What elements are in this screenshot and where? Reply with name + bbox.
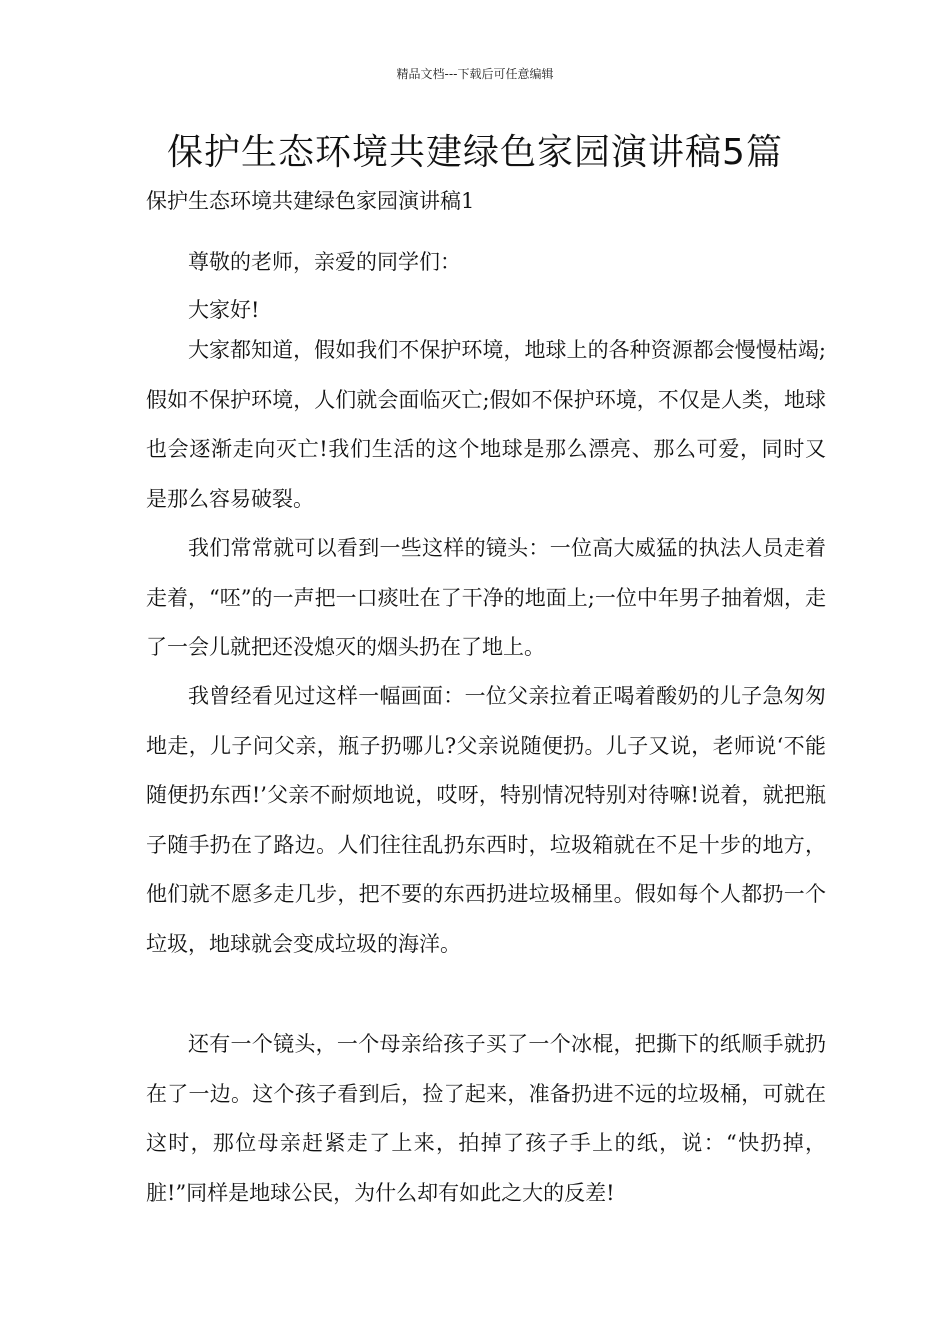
header-note: 精品文档---下载后可任意编辑 — [396, 67, 554, 81]
paragraph-text: 我们常常就可以看到一些这样的镜头：一位高大威猛的执法人员走着走着，“呸”的一声把一口痰吐在了干净的地面上;一位中年男子抽着烟，走了一会儿就把还没熄灭的烟头扔在了地上。 — [146, 536, 826, 659]
paragraph-mother-child — [146, 1020, 826, 1218]
paragraph-father-son — [146, 672, 826, 969]
section-title: 保护生态环境共建绿色家园演讲稿1 — [146, 189, 475, 213]
paragraph-text: 还有一个镜头，一个母亲给孩子买了一个冰棍，把撕下的纸顺手就扔在了一边。这个孩子看到后，捡了起来，准备扔进不远的垃圾桶，可就在这时，那位母亲赶紧走了上来，拍掉了孩子手上的纸，说：“快扔掉，脏!”同样是地球公民，为什么却有如此之大的反差! — [146, 1032, 826, 1205]
paragraph-text: 我曾经看见过这样一幅画面：一位父亲拉着正喝着酸奶的儿子急匆匆地走，儿子问父亲，瓶子扔哪儿?父亲说随便扔。儿子又说，老师说‘不能随便扔东西!’父亲不耐烦地说，哎呀，特别情况特别对待嘛!说着，就把瓶子随手扔在了路边。人们往往乱扔东西时，垃圾箱就在不足十步的地方，他们就不愿多走几步，把不要的东西扔进垃圾桶里。假如每个人都扔一个垃圾，地球就会变成垃圾的海洋。 — [146, 684, 826, 956]
paragraph-text: 大家好! — [188, 298, 260, 322]
paragraph-scene-spitting — [146, 524, 826, 673]
paragraph-text: 大家都知道，假如我们不保护环境，地球上的各种资源都会慢慢枯竭;假如不保护环境，人们就会面临灭亡;假如不保护环境，不仅是人类，地球也会逐渐走向灭亡!我们生活的这个地球是那么漂亮、那么可爱，同时又是那么容易破裂。 — [146, 338, 826, 511]
paragraph-environment — [146, 326, 826, 524]
document-title: 保护生态环境共建绿色家园演讲稿5篇 — [167, 132, 783, 173]
paragraph-greeting — [146, 238, 826, 288]
paragraph-text: 尊敬的老师，亲爱的同学们： — [188, 250, 461, 274]
